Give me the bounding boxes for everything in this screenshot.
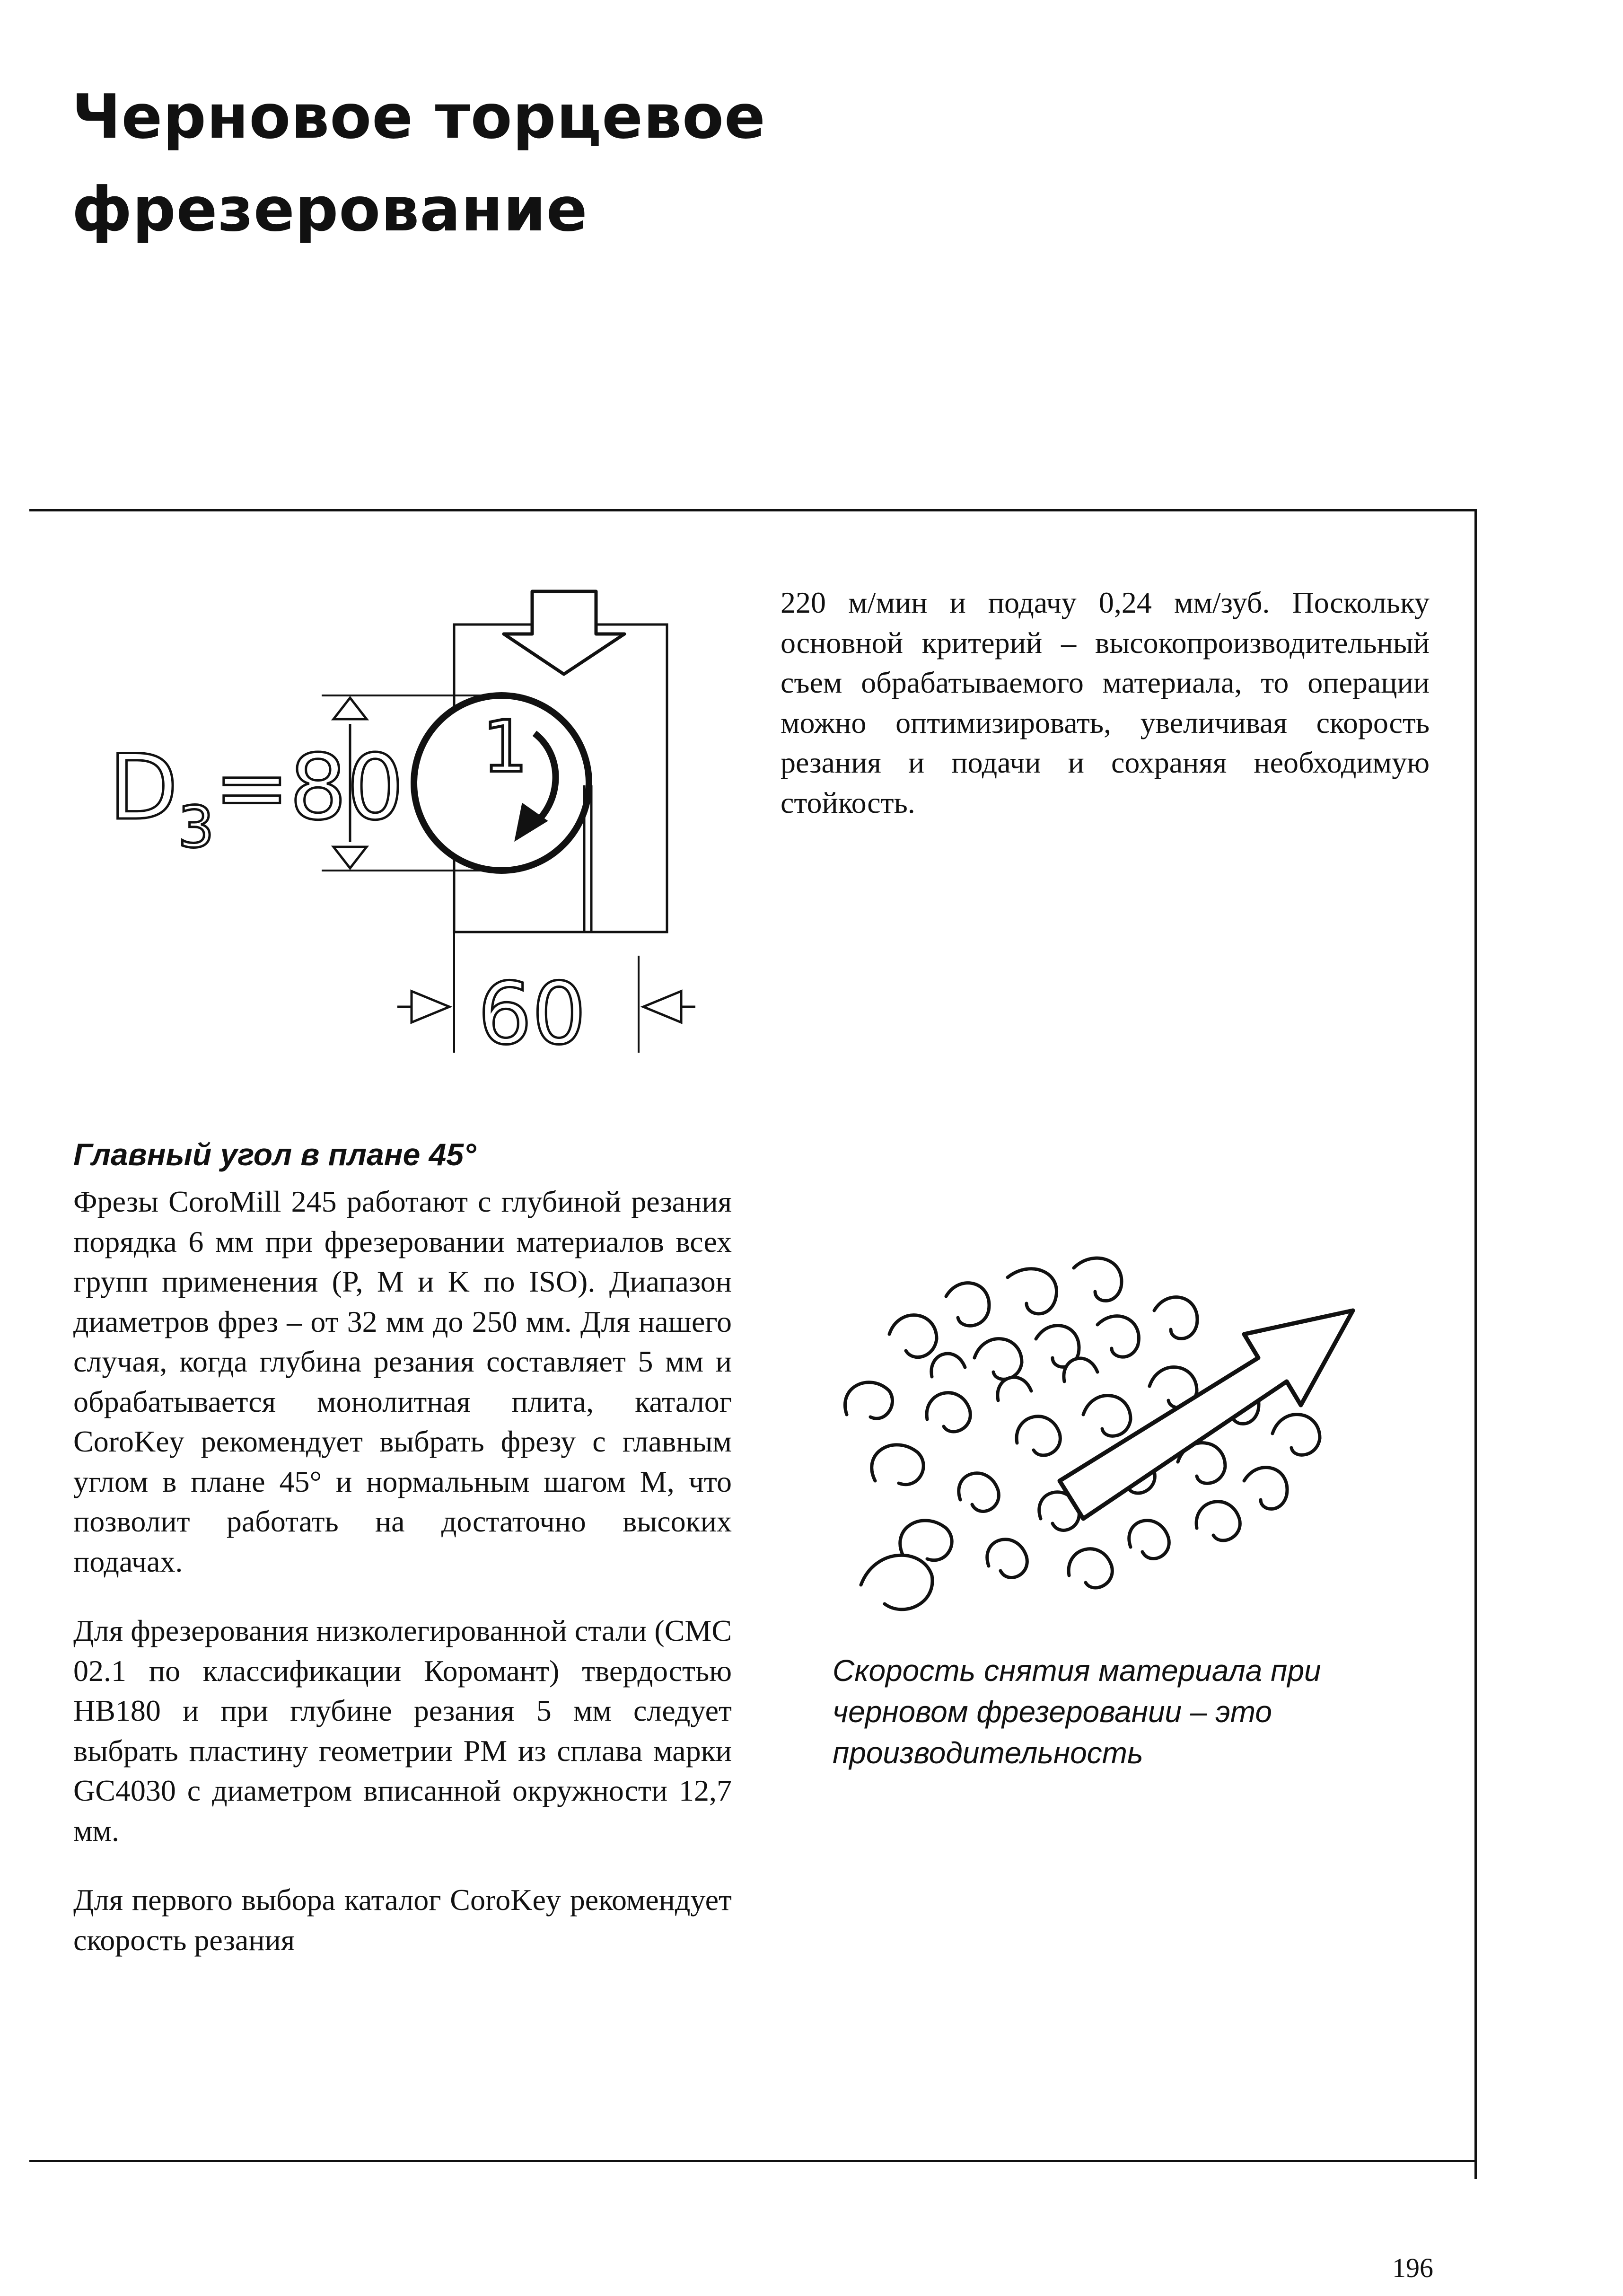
width-arrow-right-icon (412, 991, 449, 1022)
metal-chips-illustration (818, 1216, 1381, 1627)
width-value: 60 (478, 965, 587, 1064)
width-arrow-left-icon (643, 991, 681, 1022)
feed-arrow-icon (504, 591, 624, 674)
dimension-arrow-down-icon (333, 847, 367, 868)
right-column-paragraph: 220 м/мин и подачу 0,24 мм/зуб. Поскольку основной критерий – высокопроизводительный съем обрабатываемого материала, то операции можно оптимизировать, увеличивая скорость резания и подачи и сохраняя необходимую стойкость. (781, 586, 1430, 819)
dimension-arrow-up-icon (333, 698, 367, 719)
page-title-line-1: Черновое торцевое (72, 82, 766, 152)
frame-bottom-rule (29, 2160, 1477, 2162)
frame-top-rule (29, 509, 1477, 511)
diameter-label: $D_3=80$ (109, 735, 404, 861)
paragraph: Для фрезерования низколегированной стали (CMC 02.1 по классификации Коромант) твердостью HB180 и при глубине резания 5 мм следует выбрать пластину геометрии PM из сплава марки GC4030 с диаметром вписанной окружности 12,7 мм. (73, 1614, 732, 1847)
page-title (72, 71, 1207, 256)
page-title-line-2: фрезерование (72, 175, 588, 245)
section-heading: Главный угол в плане 45° (73, 1137, 476, 1172)
page-number: 196 (1392, 2252, 1433, 2283)
step-number: 1 (483, 706, 528, 788)
paragraph: Для первого выбора каталог CoroKey рекомендует скорость резания (73, 1883, 732, 1957)
left-column-text (73, 1182, 732, 1989)
figure-caption: Скорость снятия материала при черновом фрезеровании – это производительность (833, 1654, 1321, 1770)
paragraph: Фрезы CoroMill 245 работают с глубиной резания порядка 6 мм при фрезеровании материалов всех групп применения (P, M и K по ISO). Диапазон диаметров фрез – от 32 мм до 250 мм. Для нашего случая, когда глубина резания составляет 5 мм и обрабатывается монолитная плита, каталог CoroKey рекомендует выбрать фрезу с главным углом в плане 45° и нормальным шагом M, что позволит работать на достаточно высоких подачах. (73, 1185, 732, 1578)
chip-pile (845, 1258, 1320, 1610)
milling-diagram (104, 582, 700, 1064)
frame-right-rule (1474, 509, 1477, 2179)
